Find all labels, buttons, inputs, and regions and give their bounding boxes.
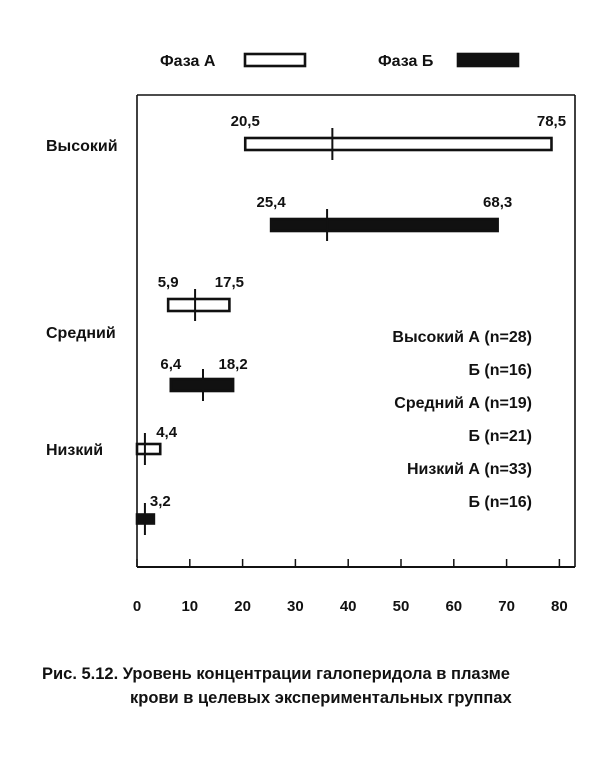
x-tick-label: 80 <box>551 598 568 615</box>
x-tick-label: 50 <box>392 598 410 615</box>
range-min-label: 5,9 <box>157 274 179 291</box>
annotation: Высокий А (n=28) <box>392 329 532 346</box>
range-max-label: 4,4 <box>156 424 178 441</box>
range-bar <box>245 138 551 150</box>
x-tick-label: 10 <box>181 598 199 615</box>
range-bar <box>168 299 229 311</box>
group-label: Средний <box>46 325 116 342</box>
annotation: Средний А (n=19) <box>394 395 532 412</box>
range-max-label: 68,3 <box>483 194 513 211</box>
range-bar <box>271 219 498 231</box>
annotation: Б (n=16) <box>468 494 532 511</box>
range-min-label: 6,4 <box>160 356 182 373</box>
caption-line-2: крови в целевых экспериментальных группах <box>130 689 512 707</box>
annotation: Низкий А (n=33) <box>406 461 532 478</box>
legend-label: Фаза А <box>160 53 216 70</box>
annotation: Б (n=21) <box>468 428 532 445</box>
group-labels <box>46 138 118 459</box>
legend-label: Фаза Б <box>378 53 434 70</box>
range-bar <box>171 379 233 391</box>
group-label: Низкий <box>46 442 104 459</box>
figure-caption <box>42 662 582 710</box>
x-tick-label: 20 <box>234 598 251 615</box>
figure-number: Рис. 5.12. <box>42 665 119 683</box>
x-tick-label: 0 <box>132 598 142 615</box>
range-max-label: 17,5 <box>214 274 245 291</box>
caption-line-1: Уровень концентрации галоперидола в плазме <box>122 665 510 683</box>
range-bar <box>137 444 160 454</box>
x-tick-label: 40 <box>339 598 357 615</box>
legend <box>160 53 518 70</box>
annotation: Б (n=16) <box>468 362 532 379</box>
sample-size-annotations <box>392 329 532 511</box>
range-min-label: 25,4 <box>256 194 286 211</box>
x-tick-label: 30 <box>287 598 304 615</box>
legend-swatch <box>245 54 305 66</box>
x-tick-label: 70 <box>498 598 515 615</box>
range-max-label: 18,2 <box>218 356 248 373</box>
range-min-label: 20,5 <box>230 113 260 130</box>
group-label: Высокий <box>46 138 118 155</box>
legend-swatch <box>458 54 518 66</box>
range-max-label: 78,5 <box>536 113 567 130</box>
range-max-label: 3,2 <box>149 493 171 510</box>
x-tick-label: 60 <box>445 598 463 615</box>
